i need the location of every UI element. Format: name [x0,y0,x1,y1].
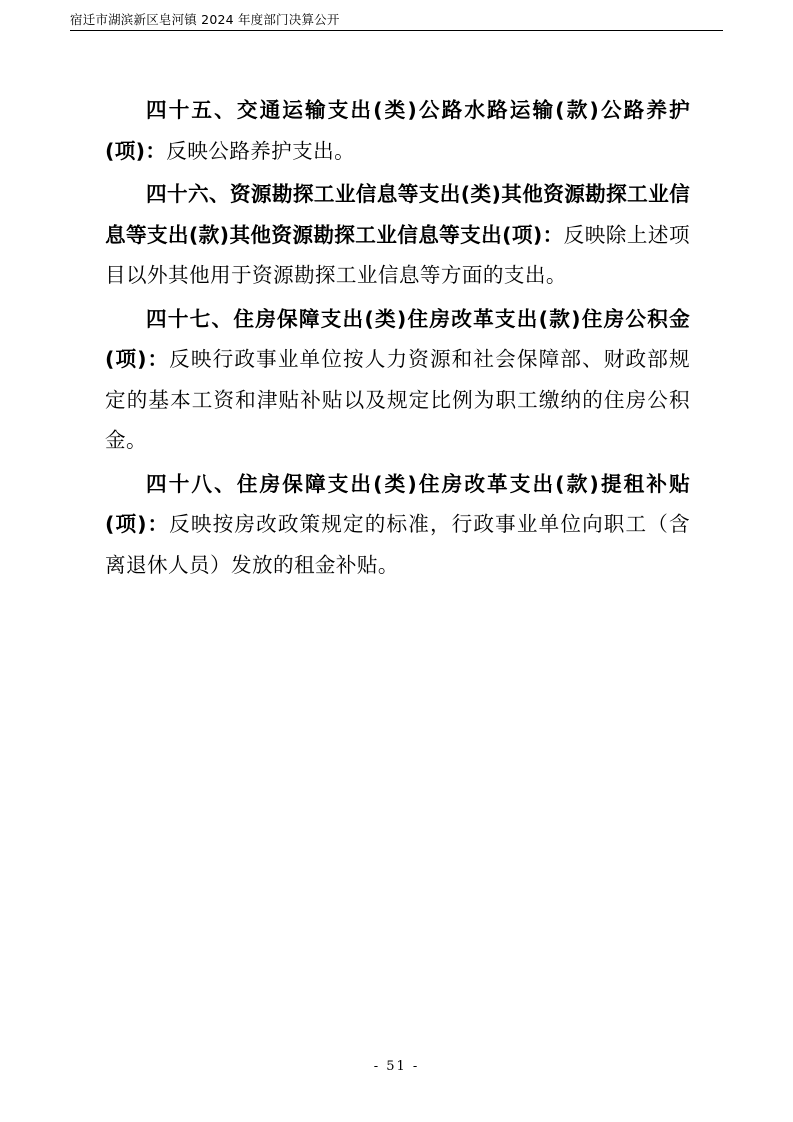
document-body [105,90,690,588]
paragraph-heading: 四十五、交通运输支出(类)公路水路运输(款)公路养护(项)： [105,98,690,163]
paragraph-item-48 [105,464,690,586]
paragraph-text: 反映按房改政策规定的标准，行政事业单位向职工（含离退休人员）发放的租金补贴。 [105,512,690,577]
paragraph-text: 反映行政事业单位按人力资源和社会保障部、财政部规定的基本工资和津贴补贴以及规定比例为职工缴纳的住房公积金。 [105,347,690,452]
page-number: - 51 - [373,1059,420,1074]
paragraph-text: 反映公路养护支出。 [166,138,356,163]
paragraph-item-47 [105,299,690,461]
paragraph-text: 反映除上述项目以外其他用于资源勘探工业信息等方面的支出。 [105,222,690,287]
header-title: 宿迁市湖滨新区皂河镇 2024 年度部门决算公开 [70,12,340,27]
paragraph-heading: 四十七、住房保障支出(类)住房改革支出(款)住房公积金(项)： [105,306,690,371]
page-header [70,8,723,31]
paragraph-item-46 [105,174,690,296]
paragraph-heading: 四十六、资源勘探工业信息等支出(类)其他资源勘探工业信息等支出(款)其他资源勘探工业信息等支出(项)： [105,182,690,247]
paragraph-item-45 [105,90,690,171]
paragraph-heading: 四十八、住房保障支出(类)住房改革支出(款)提租补贴(项)： [105,471,690,536]
